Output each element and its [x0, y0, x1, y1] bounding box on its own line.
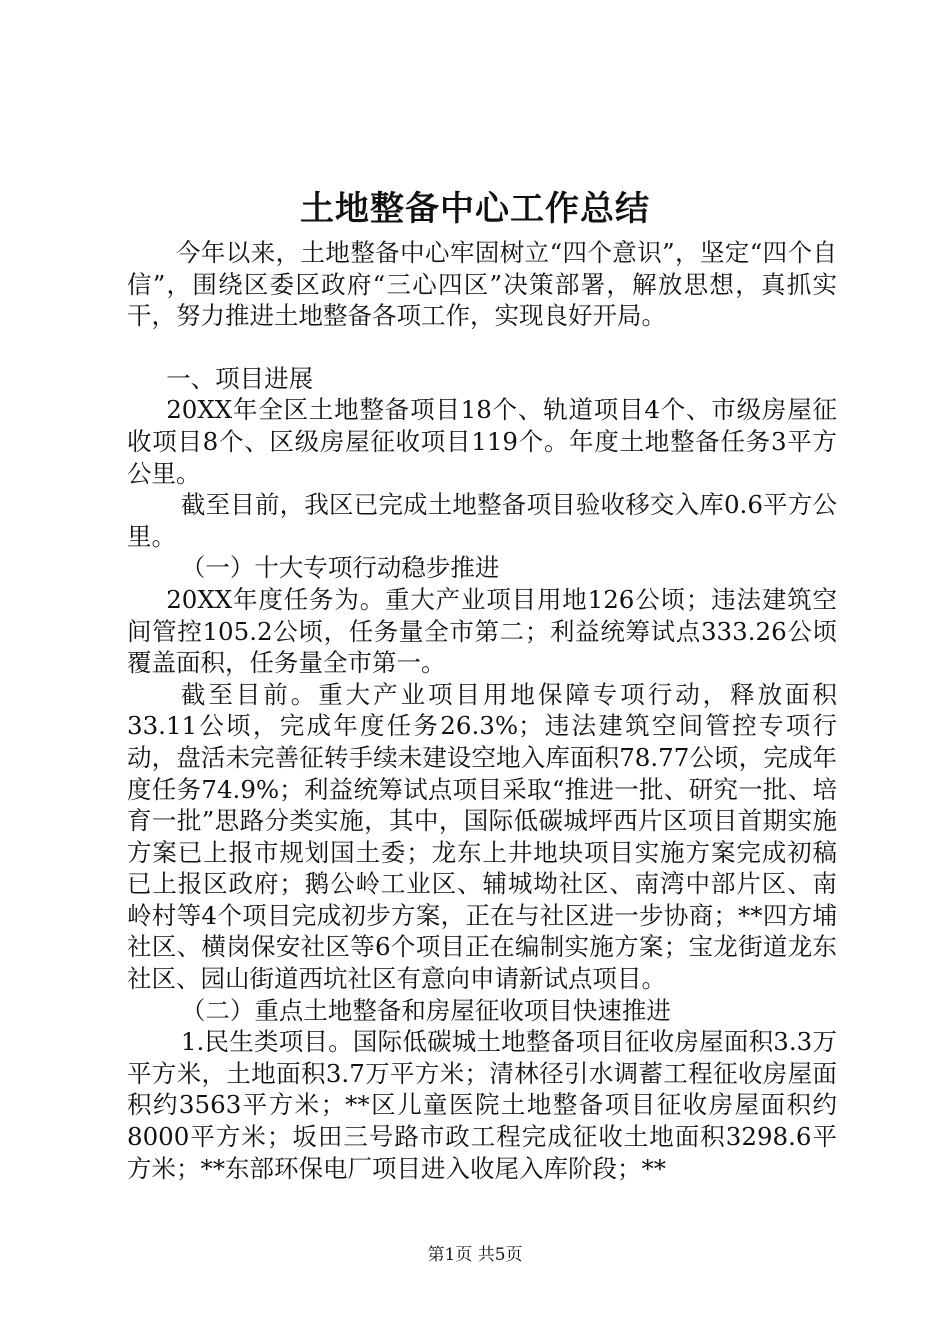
section-heading-project-progress: 一、项目进展 — [166, 363, 314, 393]
intro-paragraph: 今年以来，土地整备中心牢固树立“四个意识”，坚定“四个自信”，围绕区委区政府“三心四区”决策部署，解放思想，真抓实干，努力推进土地整备各项工作，实现良好开局。 — [127, 238, 837, 331]
paragraph-completion: 截至目前，我区已完成土地整备项目验收移交入库0.6平方公里。 — [127, 490, 837, 551]
paragraph-project-count: 20XX年全区土地整备项目18个、轨道项目4个、市级房屋征收项目8个、区级房屋征收项目119个。年度土地整备任务3平方公里。 — [127, 395, 837, 488]
page-footer: 第1页 共5页 — [427, 1245, 523, 1265]
paragraph-annual-tasks: 20XX年度任务为。重大产业项目用地126公顷；违法建筑空间管控105.2公顷，任务量全市第二；利益统筹试点333.26公顷覆盖面积，任务量全市第一。 — [127, 584, 837, 678]
document-title: 土地整备中心工作总结 — [300, 189, 650, 229]
paragraph-livelihood-projects: 1.民生类项目。国际低碳城土地整备项目征收房屋面积3.3万平方米，土地面积3.7万平方米；清林径引水调蓄工程征收房屋面积约3563平方米；**区儿童医院土地整备项目征收房屋面积约8000平方米；坂田三号路市政工程完成征收土地面积3298.6平方米；**东部环保电厂项目进入收尾入库阶段；** — [127, 1027, 837, 1183]
paragraph-progress-details: 截至目前。重大产业项目用地保障专项行动，释放面积33.11公顷，完成年度任务26.3%；违法建筑空间管控专项行动，盘活未完善征转手续未建设空地入库面积78.77公顷，完成年度任务74.9%；利益统筹试点项目采取“推进一批、研究一批、培育一批”思路分类实施，其中，国际低碳城坪西片区项目首期实施方案已上报市规划国土委；龙东上井地块项目实施方案完成初稿已上报区政府；鹅公岭工业区、辅城坳社区、南湾中部片区、南岭村等4个项目完成初步方案，正在与社区进一步协商；**四方埔社区、横岗保安社区等6个项目正在编制实施方案；宝龙街道龙东社区、园山街道西坑社区有意向申请新试点项目。 — [127, 679, 837, 994]
subsection-heading-key-projects: （二）重点土地整备和房屋征收项目快速推进 — [180, 995, 671, 1025]
document-body — [127, 237, 837, 1184]
subsection-heading-ten-actions: （一）十大专项行动稳步推进 — [180, 553, 500, 583]
